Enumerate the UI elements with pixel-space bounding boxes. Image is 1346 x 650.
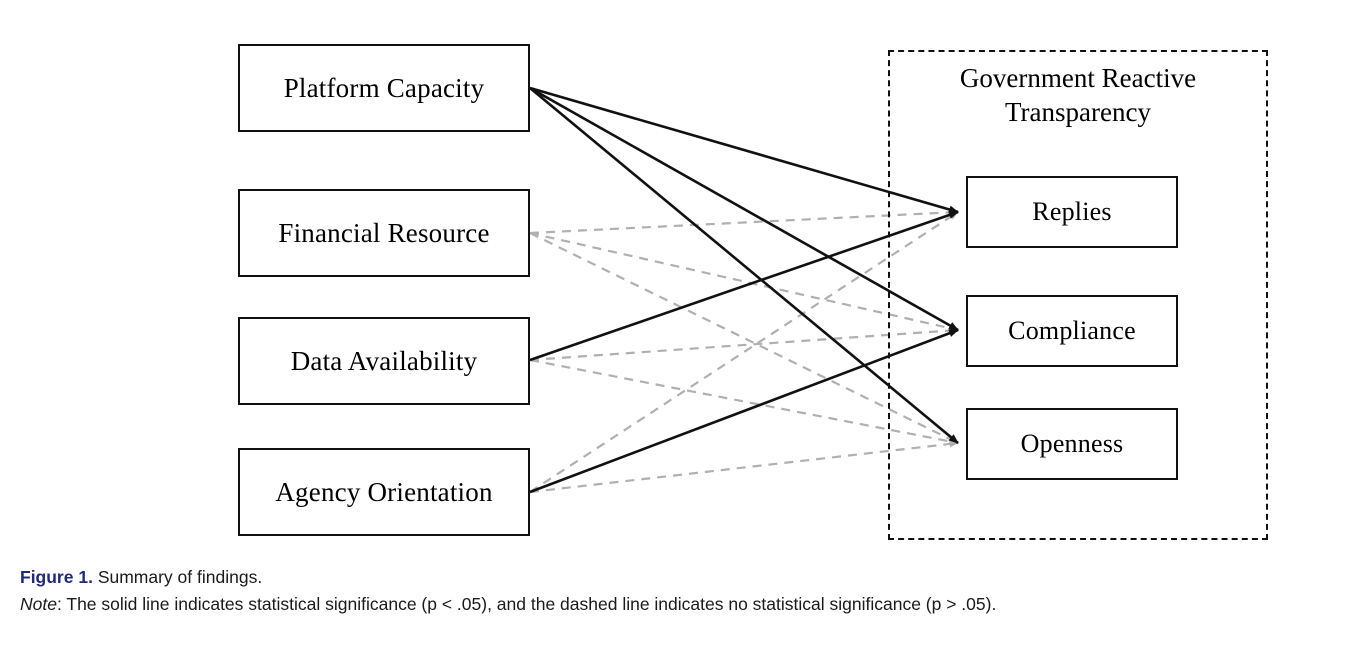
figure-number-label: Figure 1. bbox=[20, 567, 93, 587]
figure-caption bbox=[20, 565, 1340, 618]
node-platform-capacity[interactable] bbox=[238, 44, 530, 132]
node-compliance-label: Compliance bbox=[1008, 316, 1136, 345]
figure-caption-title-line bbox=[20, 565, 1340, 590]
node-agency-orientation-label: Agency Orientation bbox=[275, 476, 493, 507]
node-agency-orientation[interactable] bbox=[238, 448, 530, 536]
figure-title: Summary of findings. bbox=[97, 567, 263, 587]
node-compliance[interactable] bbox=[966, 295, 1178, 367]
node-openness[interactable] bbox=[966, 408, 1178, 480]
figure-note-prefix: Note bbox=[20, 594, 57, 615]
figure-note-text: : The solid line indicates statistical significance (p < .05), and the dashed line indicates no statistical significance (p > .05). bbox=[56, 594, 997, 615]
node-financial-resource-label: Financial Resource bbox=[278, 217, 490, 248]
figure-note-line bbox=[20, 592, 1340, 617]
cluster-title bbox=[888, 62, 1268, 130]
node-replies-label: Replies bbox=[1032, 197, 1112, 226]
node-platform-capacity-label: Platform Capacity bbox=[283, 72, 485, 103]
node-openness-label: Openness bbox=[1020, 429, 1124, 458]
node-data-availability[interactable] bbox=[238, 317, 530, 405]
node-financial-resource[interactable] bbox=[238, 189, 530, 277]
cluster-title-line-2: Transparency bbox=[1005, 96, 1151, 127]
node-data-availability-label: Data Availability bbox=[290, 345, 478, 376]
cluster-title-line-1: Government Reactive bbox=[959, 63, 1197, 93]
node-replies[interactable] bbox=[966, 176, 1178, 248]
